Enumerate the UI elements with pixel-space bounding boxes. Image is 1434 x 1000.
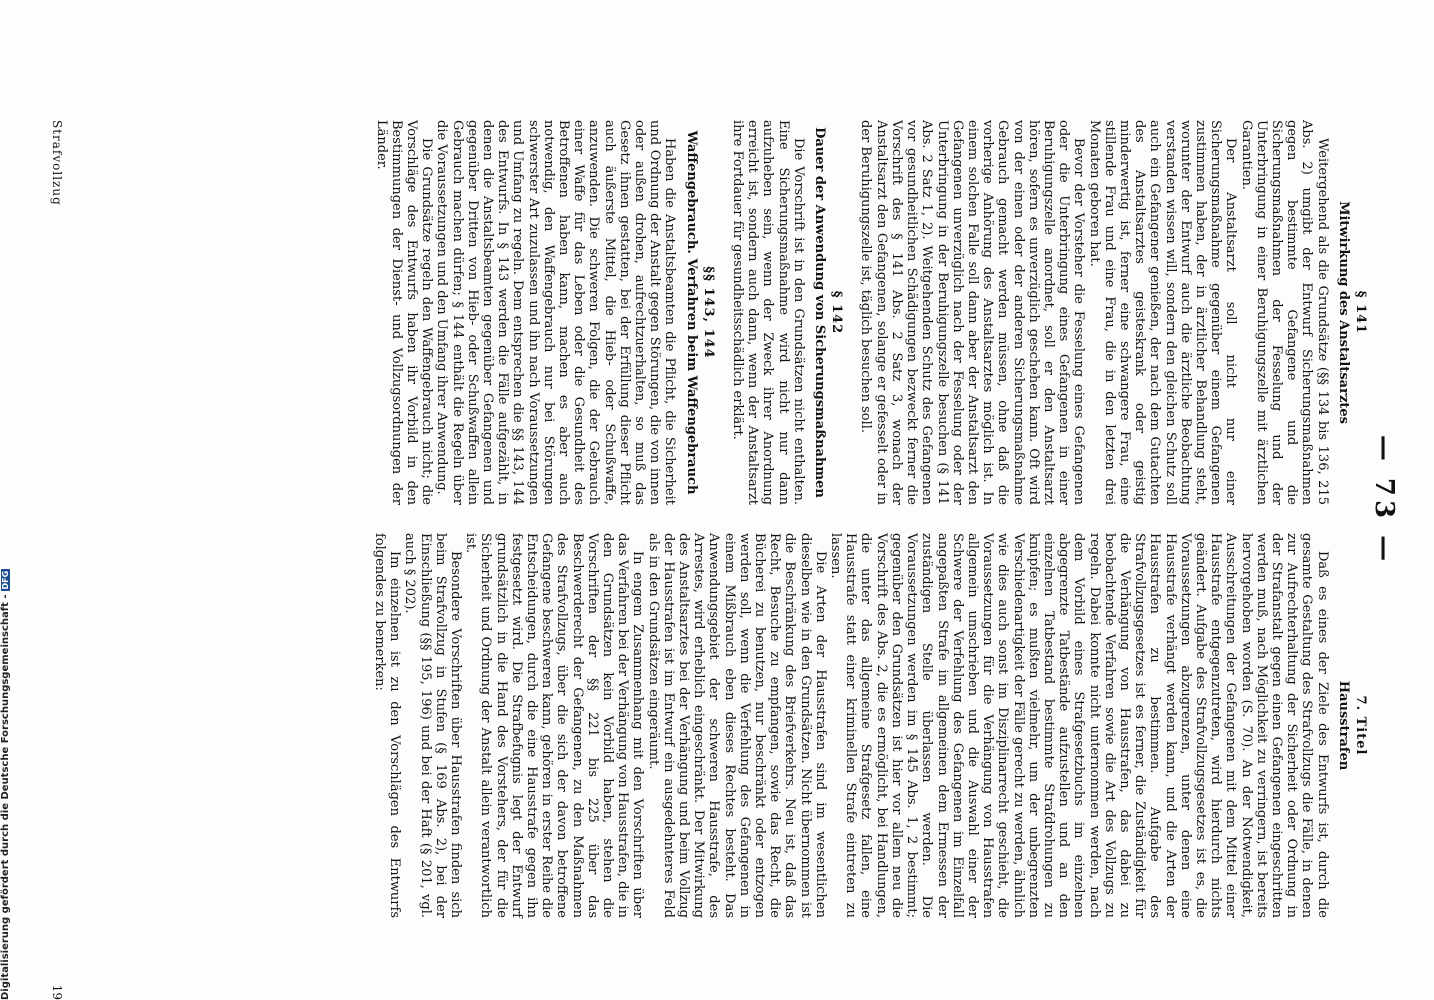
digitization-note: Digitalisierung gefördert durch die Deutsche Forschungsgemeinschaft - bbox=[0, 594, 11, 1000]
right-column bbox=[372, 533, 1374, 918]
section-141-title: Mitwirkung des Anstaltsarztes bbox=[1335, 201, 1351, 424]
paragraph: Besondere Vorschriften über Hausstrafen finden sich beim Strafvollzug in Stufen (§ 169 Abs. 2), bei der Einschließung (§§ 195, 196) und bei der Haft (§ 201, vgl. auch § 202). bbox=[402, 533, 464, 918]
dfg-logo: DFG bbox=[1, 570, 10, 590]
left-column bbox=[373, 120, 1374, 505]
paragraph: Die Grundsätze regeln den Waffengebrauch nicht; die Vorschläge des Entwurfs haben ihr Vorbild in den Bestimmungen der Dienst- und Vollzugsordnungen der Länder. bbox=[373, 120, 435, 505]
paragraph: Der Anstaltsarzt soll nicht nur einer Sicherungsmaßnahme gegenüber einem Gefangenen zustimmen haben, der in ärztlicher Behandlung steht, worunter der Entwurf auch die ärztliche Beobachtung verstanden wissen will, sondern den gleichen Schutz soll auch ein Gefangener genießen, der nach dem Gutachten des Anstaltsarztes geisteskrank oder geistig minderwertig ist, ferner eine schwangere Frau, eine stillende Frau und eine Frau, die in den letzten drei Monaten geboren hat. bbox=[1086, 120, 1239, 505]
paragraph: Die Arten der Hausstrafen sind im wesentlichen dieselben wie in den Grundsätzen. Nicht übernommen ist die Beschränkung des Briefverkehrs. Neu ist, daß das Recht, Besuche zu empfangen, sowie das Recht, die Bücherei zu benutzen, nur beschränkt oder entzogen werden soll, wenn die Verfehlung des Gefangenen in einem Mißbrauch eben dieses Rechtes besteht. Das Anwendungsgebiet der schweren Hausstrafe, des Arrestes, wird erheblich eingeschränkt. Der Mitwirkung des Anstaltsarztes bei der Verhängung und beim Vollzug der Hausstrafen ist im Entwurf ein ausgedehnteres Feld als in den Grundsätzen eingeräumt. bbox=[645, 533, 828, 918]
paragraph: In engem Zusammenhang mit den Vorschriften über das Verfahren bei der Verhängung von Hausstrafen, die in den Grundsätzen kein Vorbild haben, stehen die Vorschriften der §§ 221 bis 225 über das Beschwerderecht der Gefangenen, zu den Maßnahmen des Strafvollzugs, über die sich der davon betroffene Gefangene beschweren kann, gehören in erster Reihe die Entscheidungen, durch die eine Hausstrafe gegen ihn festgesetzt wird. Die Strafbefugnis legt der Entwurf grundsätzlich in die Hand des Vorstehers, der für die Sicherheit und Ordnung der Anstalt allein verantwortlich ist. bbox=[463, 533, 646, 918]
section-142-heading: § 142 bbox=[829, 290, 845, 335]
paragraph: Daß es eines der Ziele des Entwurfs ist, durch die gesamte Gestaltung des Strafvollzugs die Fälle, in denen zur Aufrechterhaltung der Sicherheit oder Ordnung in der Strafanstalt gegen einen Gefangenen eingeschritten werden muß, nach Möglichkeit zu verringern, ist bereits hervorgehoben worden (S. 70). An der Notwendigkeit, Ausschreitungen der Gefangenen mit dem Mittel einer Hausstrafe entgegenzutreten, wird hierdurch nichts geändert. Aufgabe des Strafvollzugsgesetzes ist es, die Voraussetzungen abzugrenzen, unter denen eine Hausstrafe verhängt werden kann, und die Arten der Hausstrafen zu bestimmen. Aufgabe des Strafvollzugsgesetzes ist es ferner, die Zuständigkeit für die Verhängung von Hausstrafen, das dabei zu beobachtende Verfahren sowie die Art des Vollzugs zu regeln. Dabei konnte nicht unternommen werden, nach dem Vorbild eines Strafgesetzbuchs im einzelnen abgegrenzte Tatbestände aufzustellen und an den einzelnen Tatbestand bestimmte Strafdrohungen zu knüpfen; es mußten vielmehr, um der unbegrenzten Verschiedenartigkeit der Fälle gerecht zu werden, ähnlich wie dies auch sonst im Disziplinarrecht geschieht, die Voraussetzungen für die Verhängung von Hausstrafen allgemein umschrieben und die Auswahl einer der Schwere der Verfehlung des Gefangenen im Einzelfall angepaßten Strafe im allgemeinen dem Ermessen der zuständigen Stelle überlassen werden. Die Voraussetzungen werden im § 145 Abs. 1, 2 bestimmt; gegenüber den Grundsätzen ist hier vor allem neu die Vorschrift des Abs. 2, die es ermöglicht, bei Handlungen, die unter das allgemeine Strafgesetz fallen, eine Hausstrafe statt einer kriminellen Strafe eintreten zu lassen. bbox=[828, 533, 1330, 918]
section-141-heading: § 141 bbox=[1353, 290, 1368, 335]
footer-signature: Strafvollzug bbox=[50, 120, 64, 206]
digitization-note-line bbox=[0, 0, 14, 1000]
section-143-heading: §§ 143, 144 bbox=[700, 266, 716, 359]
paragraph: Im einzelnen ist zu den Vorschlägen des Entwurfs folgendes zu bemerken: bbox=[372, 533, 403, 918]
paragraph: Bevor der Vorsteher die Fesselung eines Gefangenen oder die Unterbringung eines Gefangenen in einer Beruhigungszelle anordnet, soll er den Anstaltsarzt hören, sofern es unverzüglich geschehen kann. Oft wird von der einen oder der anderen Sicherungsmaßnahme Gebrauch gemacht werden müssen, ohne daß die vorherige Anhörung des Anstaltsarztes möglich ist. In einem solchen Falle soll dann aber der Anstaltsarzt den Gefangenen unverzüglich nach der Fesselung oder der Unterbringung in der Beruhigungszelle besuchen (§ 141 Abs. 2 Satz 1, 2). Weitgehenden Schutz des Gefangenen vor gesundheitlichen Schädigungen bezweckt ferner die Vorschrift des § 141 Abs. 2 Satz 3, wonach der Anstaltsarzt den Gefangenen, solange er gefesselt oder in der Beruhigungszelle ist, täglich besuchen soll. bbox=[858, 120, 1087, 505]
paragraph: Die Vorschrift ist in den Grundsätzen nicht enthalten. Eine Sicherungsmaßnahme wird nicht nur dann aufzuheben sein, wenn der Zweck ihrer Anordnung erreicht ist, sondern auch dann, wenn der Anstaltsarzt ihre Fortdauer für gesundheitsschädlich erklärt. bbox=[730, 120, 806, 505]
page-number-top: — 73 — bbox=[1369, 434, 1399, 566]
paragraph: Weitergehend als die Grundsätze (§§ 134 bis 136, 215 Abs. 2) umgibt der Entwurf Sicherungsmaßnahmen gegen bestimmte Gefangene und die Sicherungsmaßnahmen der Fesselung und der Unterbringung in einer Beruhigungszelle mit ärztlichen Garantien. bbox=[1238, 120, 1330, 505]
title-heading: 7. Titel bbox=[1353, 695, 1368, 756]
page-number-bottom: 19 bbox=[50, 984, 64, 1000]
paragraph: Haben die Anstaltsbeamten die Pflicht, die Sicherheit und Ordnung der Anstalt gegen Störungen, die von innen oder außen drohen, aufrechtzuerhalten, so muß das Gesetz ihnen gestatten, bei der Erfüllung dieser Pflicht auch äußerste Mittel, die Hieb- oder Schußwaffe, anzuwenden. Die schweren Folgen, die der Gebrauch einer Waffe für das Leben oder die Gesundheit des Betroffenen haben kann, machen es aber auch notwendig, den Waffengebrauch nur bei Störungen schwerster Art zuzulassen und ihn nach Voraussetzungen und Umfang zu regeln. Dem entsprechen die §§ 143, 144 des Entwurfs. In § 143 werden die Fälle aufgezählt, in denen die Anstaltsbeamten gegenüber Gefangenen und gegenüber Dritten von Hieb- oder Schußwaffen allein Gebrauch machen dürfen; § 144 enthält die Regeln über die Voraussetzungen und den Umfang ihrer Anwendung. bbox=[434, 120, 678, 505]
section-143-title: Waffengebrauch. Verfahren beim Waffengebrauch bbox=[683, 130, 699, 495]
title-name: Hausstrafen bbox=[1335, 680, 1351, 771]
section-142-title: Dauer der Anwendung von Sicherungsmaßnahmen bbox=[812, 127, 828, 498]
